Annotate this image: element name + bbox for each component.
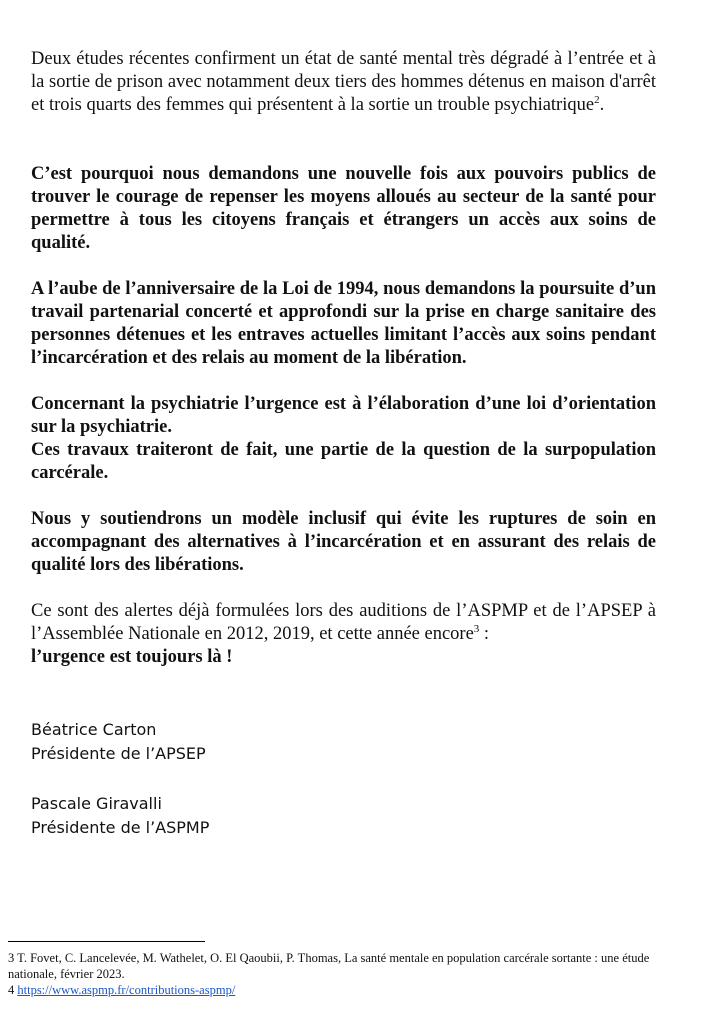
paragraph-alerts — [31, 600, 656, 669]
footnote-number: 4 — [8, 983, 15, 997]
paragraph-overpopulation-line: Ces travaux traiteront de fait, une partie de la question de la surpopulation carcérale. — [31, 440, 656, 483]
paragraph-mental-health-studies — [31, 48, 656, 117]
paragraph-tail: : — [479, 624, 490, 644]
footnote-separator — [8, 941, 205, 942]
signatory-title: Présidente de l’ASPMP — [31, 818, 210, 837]
paragraph-psychiatry-law — [31, 393, 656, 485]
paragraph-demand-public-powers: C’est pourquoi nous demandons une nouvelle fois aux pouvoirs publics de trouver le courage de repenser les moyens alloués au secteur de la santé pour permettre à tous les citoyens français et étrangers un accès aux soins de qualité. — [31, 164, 656, 253]
urgency-statement: l’urgence est toujours là ! — [31, 647, 233, 667]
signature-block-apsep — [31, 718, 206, 766]
footnotes — [8, 950, 668, 998]
signature-block-aspmp — [31, 792, 209, 840]
signatory-name: Pascale Giravalli — [31, 794, 162, 813]
paragraph-loi-1994: A l’aube de l’anniversaire de la Loi de 1994, nous demandons la poursuite d’un travail partenarial concerté et approfondi sur la prise en charge sanitaire des personnes détenues et les entraves actuelles limitant l’accès aux soins pendant l’incarcération et des relais au moment de la libération. — [31, 279, 656, 368]
footnote-4 — [8, 982, 668, 998]
paragraph-psychiatry-law-line: Concernant la psychiatrie l’urgence est à l’élaboration d’une loi d’orientation sur la psychiatrie. — [31, 394, 656, 437]
signatory-name: Béatrice Carton — [31, 720, 157, 739]
paragraph-text: Ce sont des alertes déjà formulées lors des auditions de l’ASPMP et de l’APSEP à l’Assemblée Nationale en 2012, 2019, et cette année encore — [31, 601, 656, 644]
aspmp-contributions-link[interactable]: https://www.aspmp.fr/contributions-aspmp/ — [17, 983, 236, 997]
paragraph-end: . — [599, 95, 605, 115]
footnote-3: 3 T. Fovet, C. Lancelevée, M. Wathelet, O. El Qaoubii, P. Thomas, La santé mentale en population carcérale sortante : une étude nationale, février 2023. — [8, 951, 650, 981]
signatory-title: Présidente de l’APSEP — [31, 744, 206, 763]
footnote-ref-2: 2 — [594, 93, 600, 106]
paragraph-text: Deux études récentes confirment un état de santé mental très dégradé à l’entrée et à la sortie de prison avec notamment deux tiers des hommes détenus en maison d'arrêt et trois quarts des femmes qui présentent à la sortie un trouble psychiatrique — [31, 49, 656, 115]
footnote-ref-3: 3 — [473, 622, 480, 635]
paragraph-inclusive-model: Nous y soutiendrons un modèle inclusif qui évite les ruptures de soin en accompagnant des alternatives à l’incarcération et en assurant des relais de qualité lors des libérations. — [31, 509, 656, 575]
